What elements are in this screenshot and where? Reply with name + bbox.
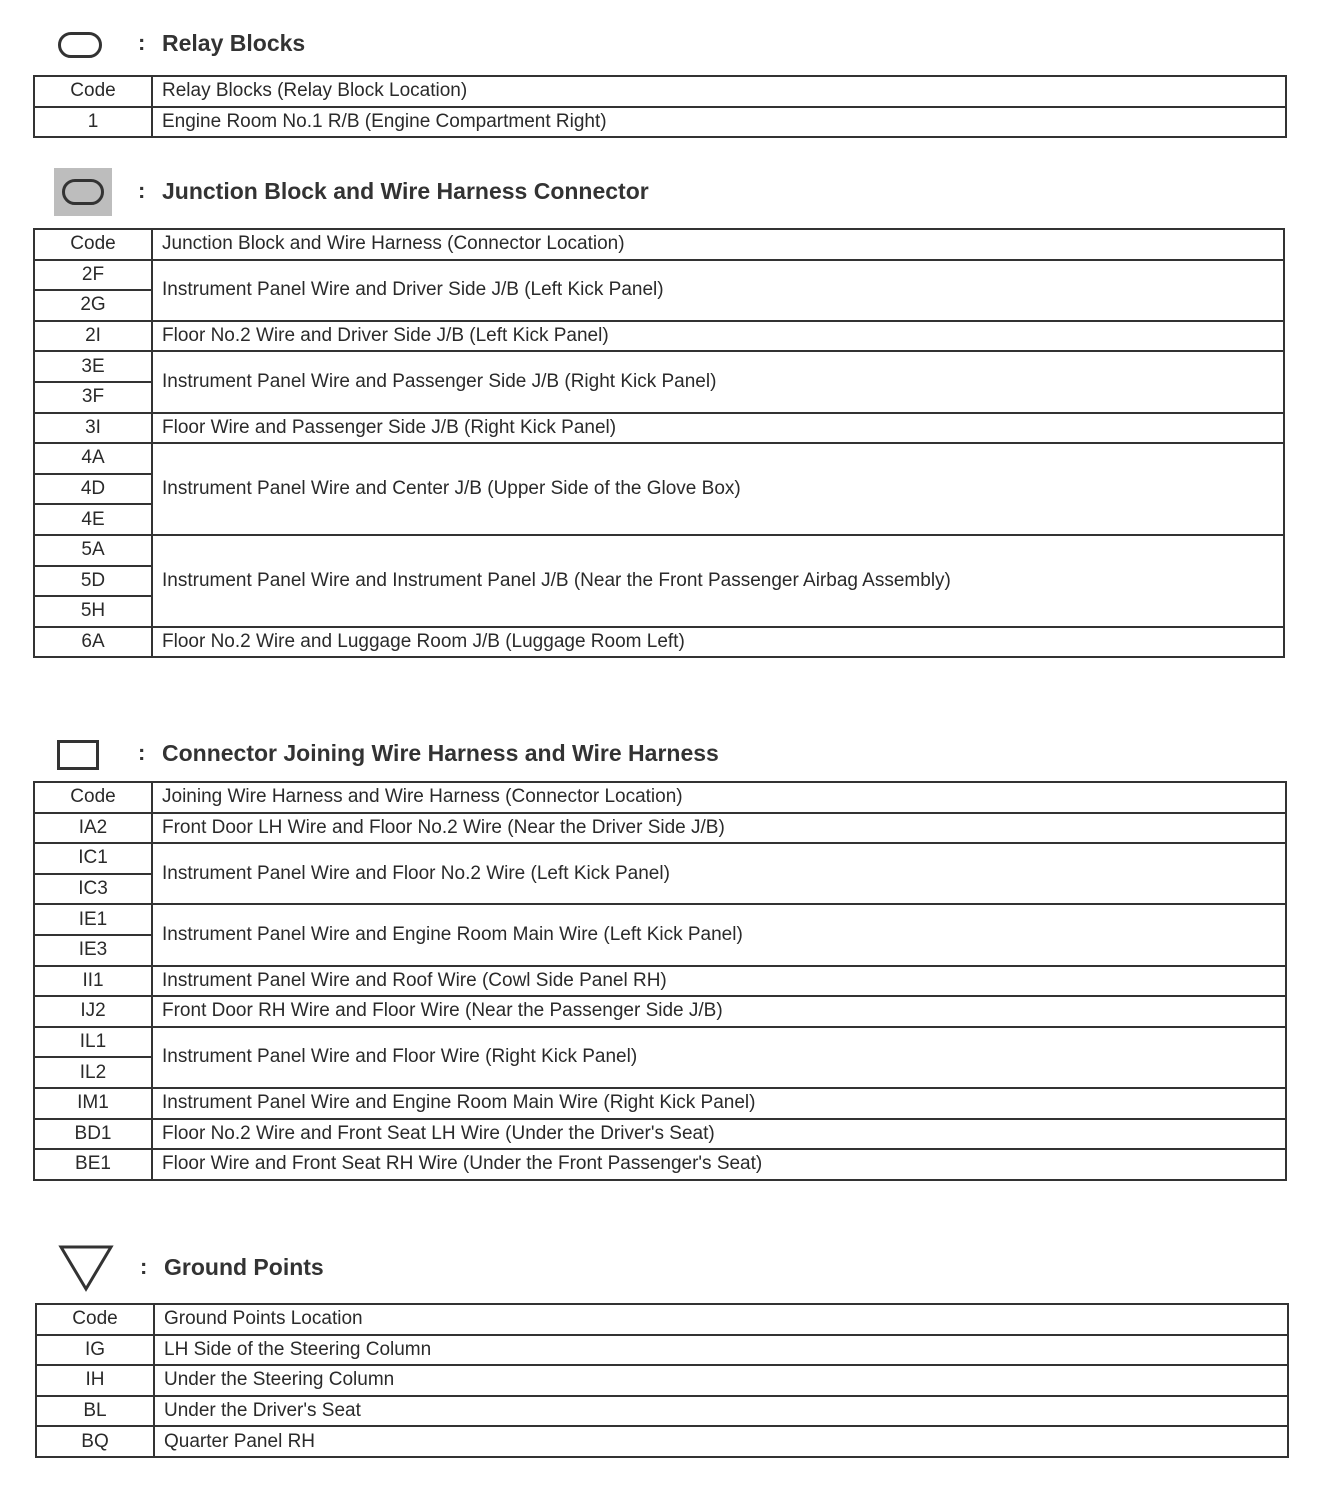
code-cell: BD1 xyxy=(34,1119,152,1150)
description-cell: Engine Room No.1 R/B (Engine Compartment Right) xyxy=(152,107,1286,138)
code-cell: 2F xyxy=(34,260,152,291)
column-header-code: Code xyxy=(34,782,152,813)
rectangle-icon xyxy=(57,740,99,770)
table-row xyxy=(34,1119,1286,1150)
description-cell: Instrument Panel Wire and Floor No.2 Wire (Left Kick Panel) xyxy=(152,843,1286,904)
description-cell: Floor Wire and Front Seat RH Wire (Under the Front Passenger's Seat) xyxy=(152,1149,1286,1180)
table-row xyxy=(36,1335,1288,1366)
colon: : xyxy=(138,178,146,203)
code-cell: IE1 xyxy=(34,904,152,935)
junction-block-table xyxy=(33,228,1285,658)
code-cell: BQ xyxy=(36,1426,154,1457)
table-row xyxy=(34,843,1286,874)
code-cell: IE3 xyxy=(34,935,152,966)
description-cell: Instrument Panel Wire and Center J/B (Upper Side of the Glove Box) xyxy=(152,443,1284,535)
description-cell: Floor No.2 Wire and Luggage Room J/B (Luggage Room Left) xyxy=(152,627,1284,658)
table-row xyxy=(34,351,1284,382)
table-row xyxy=(34,535,1284,566)
code-cell: 3E xyxy=(34,351,152,382)
table-header-row xyxy=(34,782,1286,813)
code-cell: 2I xyxy=(34,321,152,352)
description-cell: Floor Wire and Passenger Side J/B (Right Kick Panel) xyxy=(152,413,1284,444)
description-cell: Instrument Panel Wire and Passenger Side J/B (Right Kick Panel) xyxy=(152,351,1284,412)
table-row xyxy=(36,1365,1288,1396)
code-cell: BL xyxy=(36,1396,154,1427)
table-header-row xyxy=(34,229,1284,260)
table-row xyxy=(36,1396,1288,1427)
table-row xyxy=(34,107,1286,138)
description-cell: Quarter Panel RH xyxy=(154,1426,1288,1457)
table-row xyxy=(34,321,1284,352)
code-cell: IJ2 xyxy=(34,996,152,1027)
code-cell: IG xyxy=(36,1335,154,1366)
table-row xyxy=(34,413,1284,444)
code-cell: 4A xyxy=(34,443,152,474)
description-cell: Floor No.2 Wire and Front Seat LH Wire (Under the Driver's Seat) xyxy=(152,1119,1286,1150)
description-cell: Under the Driver's Seat xyxy=(154,1396,1288,1427)
colon: : xyxy=(138,740,146,765)
section-title-ground: Ground Points xyxy=(164,1254,324,1280)
code-cell: 5A xyxy=(34,535,152,566)
table-header-row xyxy=(34,76,1286,107)
table-row xyxy=(34,904,1286,935)
code-cell: 4D xyxy=(34,474,152,505)
code-cell: IH xyxy=(36,1365,154,1396)
description-cell: Front Door RH Wire and Floor Wire (Near the Passenger Side J/B) xyxy=(152,996,1286,1027)
triangle-down-icon xyxy=(58,1244,114,1292)
code-cell: IL1 xyxy=(34,1027,152,1058)
column-header-description: Joining Wire Harness and Wire Harness (Connector Location) xyxy=(152,782,1286,813)
description-cell: Instrument Panel Wire and Instrument Panel J/B (Near the Front Passenger Airbag Assembly) xyxy=(152,535,1284,627)
description-cell: LH Side of the Steering Column xyxy=(154,1335,1288,1366)
colon: : xyxy=(138,30,146,55)
column-header-code: Code xyxy=(34,76,152,107)
table-row xyxy=(34,443,1284,474)
code-cell: IC3 xyxy=(34,874,152,905)
table-row xyxy=(34,260,1284,291)
code-cell: 3I xyxy=(34,413,152,444)
section-title-junction: Junction Block and Wire Harness Connector xyxy=(162,178,649,204)
code-cell: 6A xyxy=(34,627,152,658)
column-header-description: Junction Block and Wire Harness (Connector Location) xyxy=(152,229,1284,260)
relay-blocks-table xyxy=(33,75,1287,138)
colon: : xyxy=(140,1254,148,1279)
table-row xyxy=(34,1149,1286,1180)
code-cell: II1 xyxy=(34,966,152,997)
description-cell: Floor No.2 Wire and Driver Side J/B (Left Kick Panel) xyxy=(152,321,1284,352)
shaded-rounded-rectangle-icon xyxy=(54,168,112,216)
section-title-connector: Connector Joining Wire Harness and Wire Harness xyxy=(162,740,719,766)
description-cell: Front Door LH Wire and Floor No.2 Wire (Near the Driver Side J/B) xyxy=(152,813,1286,844)
column-header-description: Ground Points Location xyxy=(154,1304,1288,1335)
code-cell: 5H xyxy=(34,596,152,627)
table-row xyxy=(36,1426,1288,1457)
code-cell: 5D xyxy=(34,566,152,597)
description-cell: Under the Steering Column xyxy=(154,1365,1288,1396)
code-cell: IL2 xyxy=(34,1057,152,1088)
description-cell: Instrument Panel Wire and Floor Wire (Right Kick Panel) xyxy=(152,1027,1286,1088)
code-cell: IM1 xyxy=(34,1088,152,1119)
table-row xyxy=(34,996,1286,1027)
code-cell: 4E xyxy=(34,504,152,535)
code-cell: 3F xyxy=(34,382,152,413)
column-header-code: Code xyxy=(36,1304,154,1335)
description-cell: Instrument Panel Wire and Driver Side J/B (Left Kick Panel) xyxy=(152,260,1284,321)
description-cell: Instrument Panel Wire and Engine Room Main Wire (Left Kick Panel) xyxy=(152,904,1286,965)
column-header-code: Code xyxy=(34,229,152,260)
table-row xyxy=(34,627,1284,658)
description-cell: Instrument Panel Wire and Roof Wire (Cowl Side Panel RH) xyxy=(152,966,1286,997)
table-row xyxy=(34,1027,1286,1058)
connector-table xyxy=(33,781,1287,1181)
table-row xyxy=(34,966,1286,997)
code-cell: 2G xyxy=(34,290,152,321)
code-cell: 1 xyxy=(34,107,152,138)
table-row xyxy=(34,813,1286,844)
table-row xyxy=(34,1088,1286,1119)
table-header-row xyxy=(36,1304,1288,1335)
column-header-description: Relay Blocks (Relay Block Location) xyxy=(152,76,1286,107)
code-cell: IA2 xyxy=(34,813,152,844)
section-title-relay: Relay Blocks xyxy=(162,30,306,56)
code-cell: IC1 xyxy=(34,843,152,874)
ground-points-table xyxy=(35,1303,1289,1458)
description-cell: Instrument Panel Wire and Engine Room Main Wire (Right Kick Panel) xyxy=(152,1088,1286,1119)
code-cell: BE1 xyxy=(34,1149,152,1180)
